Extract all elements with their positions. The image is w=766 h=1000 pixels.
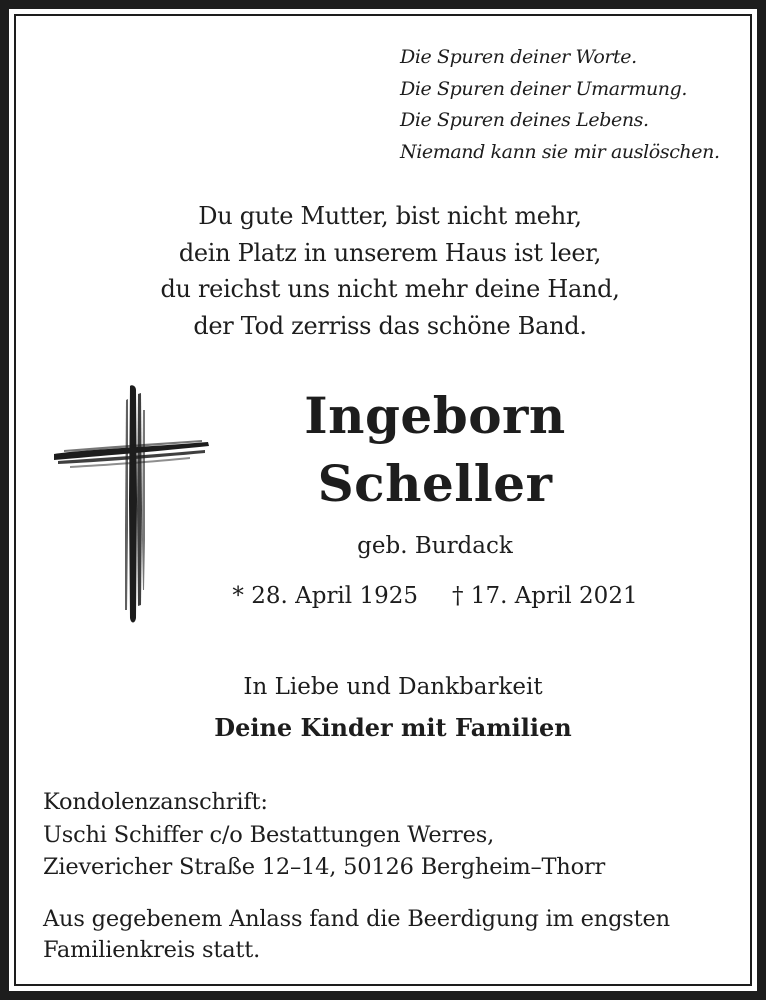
last-name: Scheller bbox=[317, 454, 553, 513]
note-line: Familienkreis statt. bbox=[43, 937, 261, 963]
condolence-address bbox=[43, 786, 743, 884]
poem-line: Die Spuren deines Lebens. bbox=[400, 109, 649, 131]
verse-line: der Tod zerriss das schöne Band. bbox=[193, 311, 587, 340]
poem-line: Die Spuren deiner Umarmung. bbox=[400, 77, 688, 100]
poem bbox=[400, 42, 740, 168]
address-line: Kondolenzanschrift: bbox=[43, 789, 268, 815]
gratitude-line: In Liebe und Dankbarkeit bbox=[243, 674, 543, 700]
address-line: Zievericher Straße 12–14, 50126 Bergheim–Thorr bbox=[43, 854, 606, 880]
verse bbox=[40, 198, 740, 344]
note-line: Aus gegebenem Anlass fand die Beerdigung im engsten bbox=[43, 906, 670, 932]
verse-line: Du gute Mutter, bist nicht mehr, bbox=[198, 202, 582, 230]
deceased-name bbox=[240, 382, 630, 518]
address-line: Uschi Schiffer c/o Bestattungen Werres, bbox=[43, 821, 495, 848]
funeral-note bbox=[43, 904, 743, 966]
family-signature: Deine Kinder mit Familien bbox=[214, 713, 572, 742]
death-date: † 17. April 2021 bbox=[452, 583, 638, 609]
brush-cross-icon bbox=[50, 380, 215, 630]
poem-line: Niemand kann sie mir auslöschen. bbox=[400, 140, 720, 163]
life-dates bbox=[200, 580, 670, 612]
verse-line: du reichst uns nicht mehr deine Hand, bbox=[160, 275, 620, 303]
verse-line: dein Platz in unserem Haus ist leer, bbox=[178, 238, 602, 267]
poem-line: Die Spuren deiner Worte. bbox=[400, 46, 637, 68]
maiden-name: geb. Burdack bbox=[357, 533, 513, 559]
first-name: Ingeborn bbox=[304, 386, 566, 445]
birth-date: * 28. April 1925 bbox=[232, 583, 418, 609]
